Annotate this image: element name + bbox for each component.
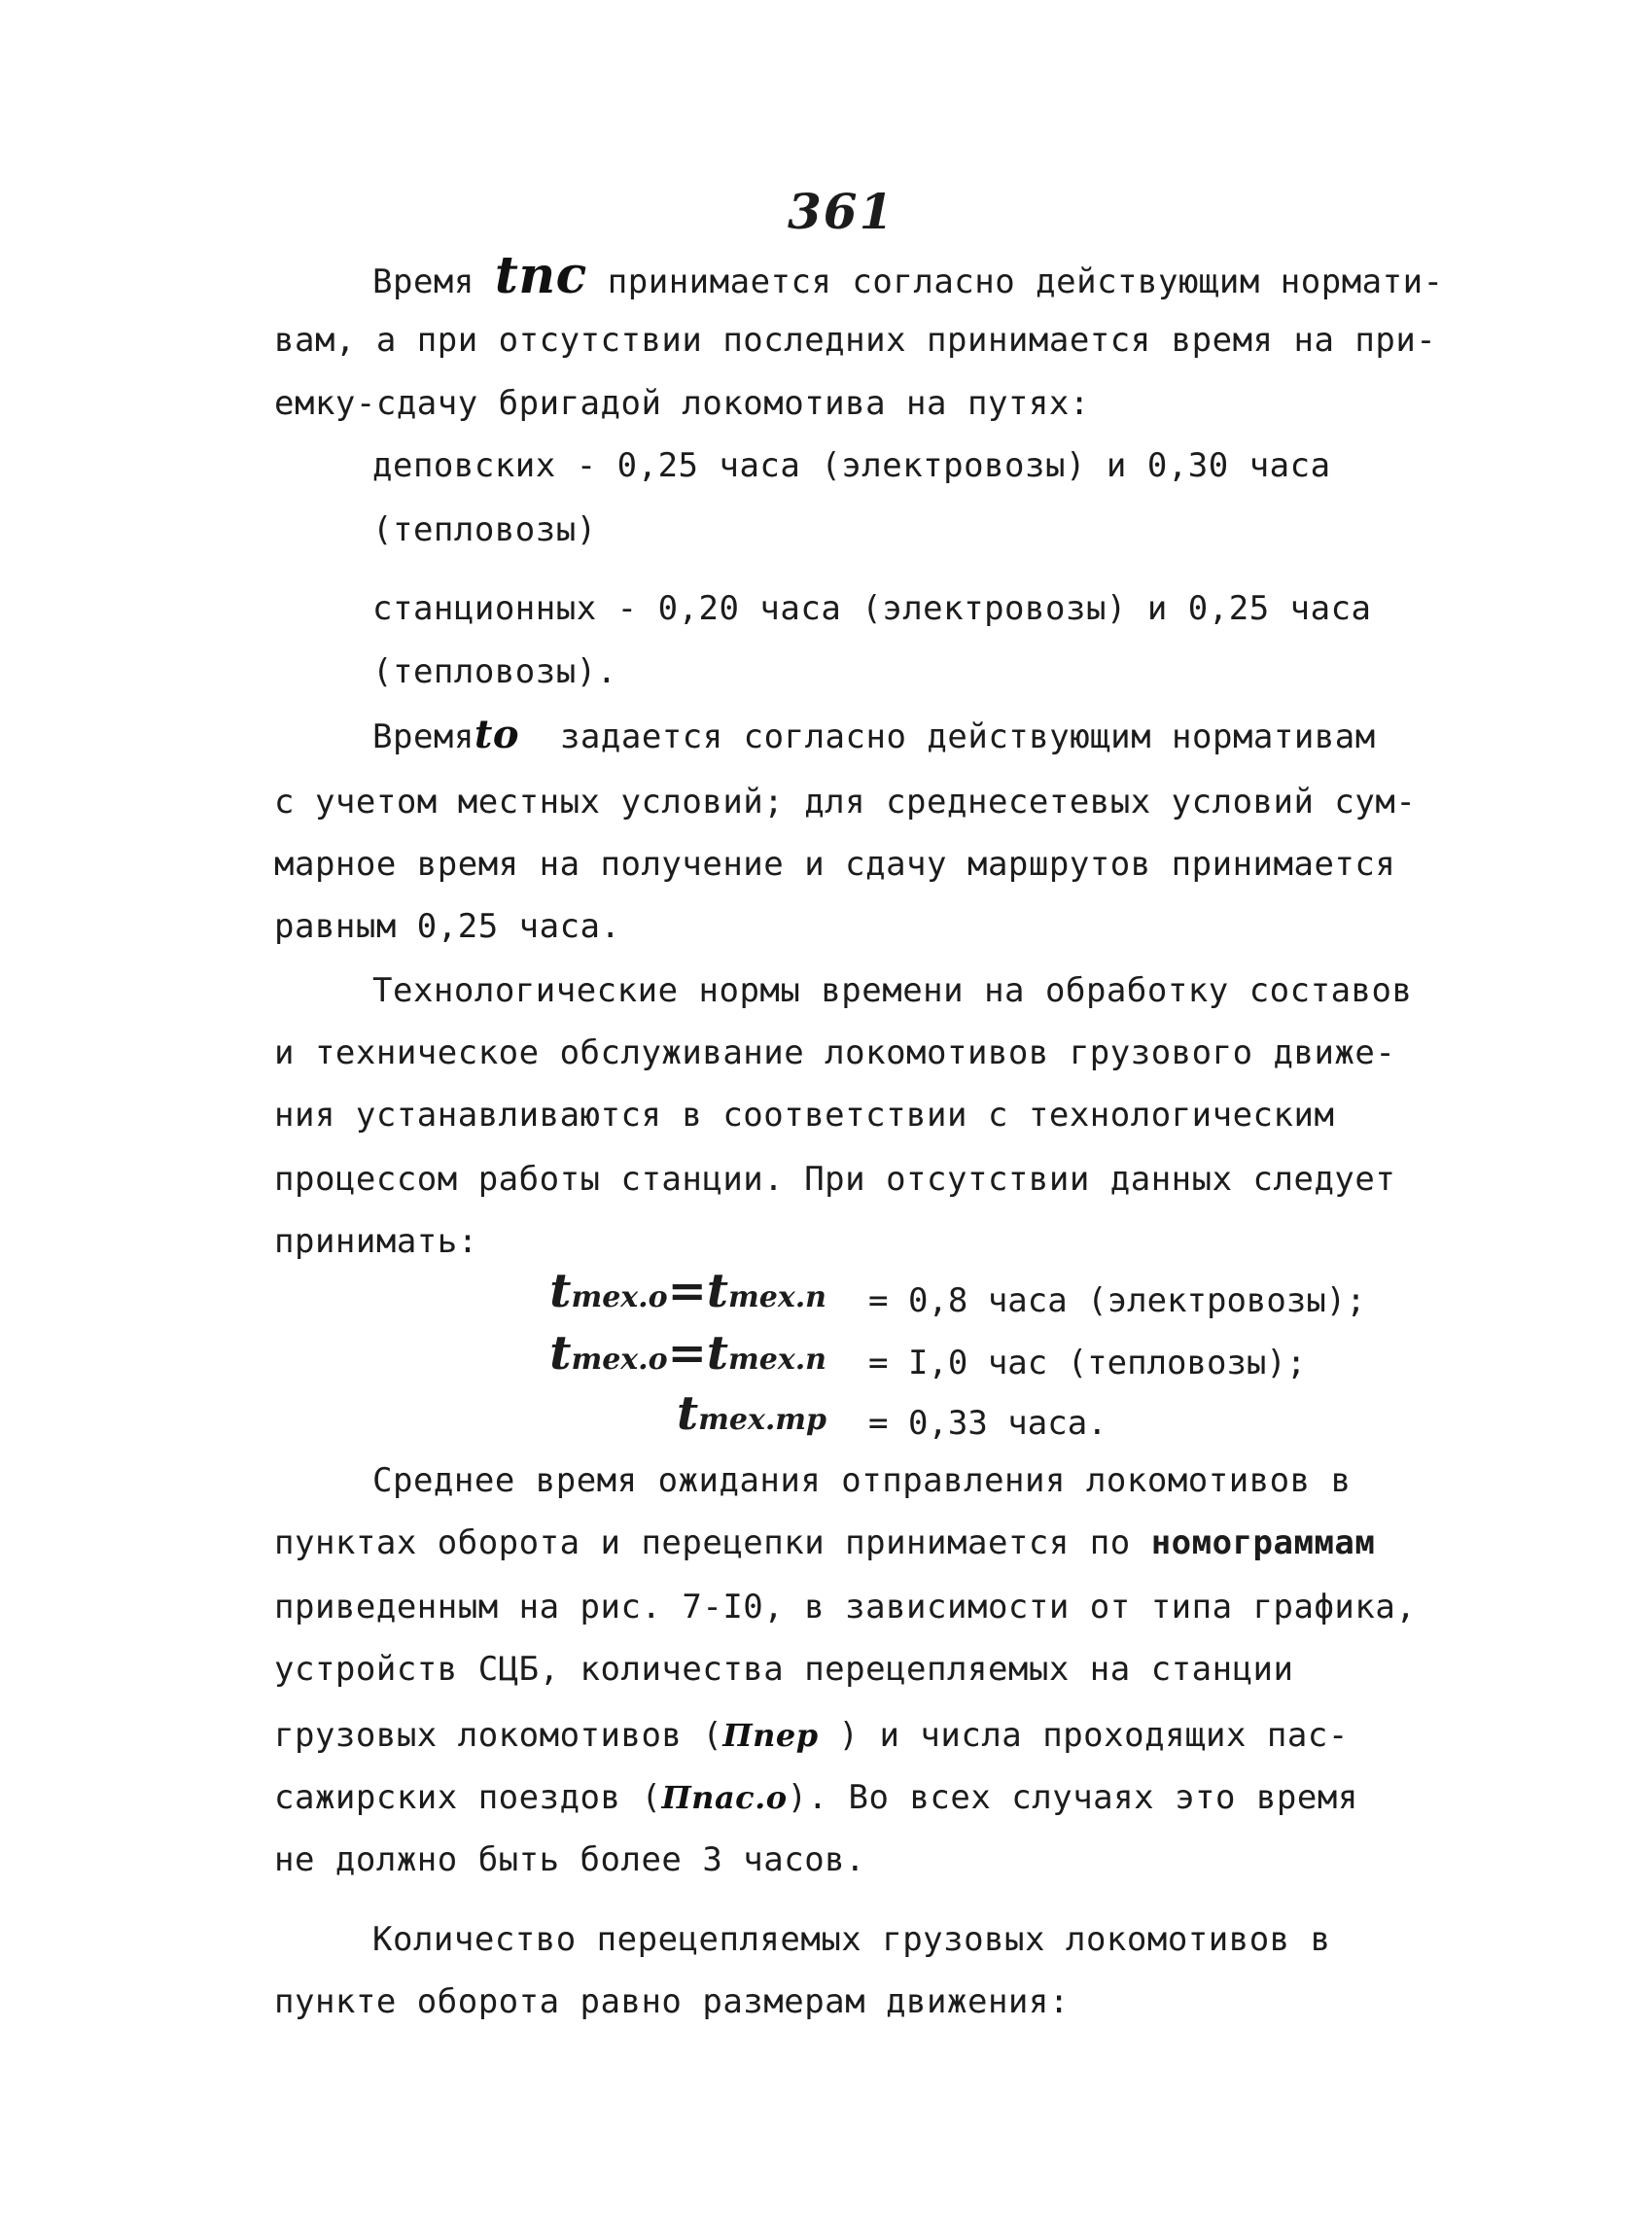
station-line2: (тепловозы). <box>372 652 617 691</box>
para4-line6: сажирских поездов (Ппас.о). Во всех случаях это время <box>274 1778 1358 1817</box>
depot-line1: деповских - 0,25 часа (электровозы) и 0,30 часа <box>372 446 1331 485</box>
page-number: 361 <box>788 183 896 240</box>
station-line1: станционных - 0,20 часа (электровозы) и 0,25 часа <box>372 589 1372 628</box>
para5-line1: Количество перецепляемых грузовых локомотивов в <box>372 1920 1331 1959</box>
para3-line4: процессом работы станции. При отсутствии данных следует <box>274 1160 1396 1199</box>
para5-line2: пункте оборота равно размерам движения: <box>274 1982 1070 2021</box>
var-tpc: tпс <box>494 246 587 305</box>
var-to: to <box>474 712 520 757</box>
depot-line2: (тепловозы) <box>372 510 597 549</box>
para4-line5: грузовых локомотивов (Ппер ) и числа проходящих пас- <box>274 1716 1349 1755</box>
formula-1-rhs: = 0,8 часа (электровозы); <box>868 1281 1366 1320</box>
para4-line7: не должно быть более 3 часов. <box>274 1840 866 1879</box>
nomograms-word: номограммам <box>1150 1523 1376 1562</box>
para3-line3: ния устанавливаются в соответствии с технологическим <box>274 1096 1335 1135</box>
para1-line1-pre: Время <box>372 262 495 301</box>
formula-2-rhs: = I,0 час (тепловозы); <box>868 1344 1307 1382</box>
para4-line4: устройств СЦБ, количества перецепляемых на станции <box>274 1650 1294 1689</box>
formula-2-lhs: tтех.о=tтех.п <box>549 1326 826 1381</box>
formula-3-rhs: = 0,33 часа. <box>868 1404 1107 1443</box>
para3-line2: и техническое обслуживание локомотивов грузового движе- <box>274 1033 1396 1072</box>
para2-line4: равным 0,25 часа. <box>274 907 621 946</box>
var-nper: Ппер <box>722 1717 819 1754</box>
para3-line1: Технологические нормы времени на обработку составов <box>372 971 1413 1010</box>
para3-line5: принимать: <box>274 1222 478 1261</box>
para2-line3: марное время на получение и сдачу маршрутов принимается <box>274 845 1396 884</box>
para2-line1-pre: Время <box>372 717 475 756</box>
para4-line3: приведенным на рис. 7-I0, в зависимости от типа графика, <box>274 1588 1417 1626</box>
para4-line2-pre: пунктах оборота и перецепки принимается по <box>274 1523 1151 1562</box>
para1-line3: емку-сдачу бригадой локомотива на путях: <box>274 384 1090 423</box>
para2-line2: с учетом местных условий; для среднесетевых условий сум- <box>274 783 1417 822</box>
formula-3-lhs: tтех.тр <box>676 1386 826 1441</box>
para1-line1-post: принимается согласно действующим нормати- <box>586 262 1444 301</box>
var-npaso: Ппас.о <box>661 1779 788 1816</box>
para1-line1 <box>372 246 1444 305</box>
formula-1-lhs: tтех.о=tтех.п <box>549 1264 826 1318</box>
para4-line2 <box>274 1523 1376 1562</box>
para2-line1 <box>372 712 1376 757</box>
para4-line1: Среднее время ожидания отправления локомотивов в <box>372 1461 1352 1500</box>
para2-line1-post: задается согласно действующим нормативам <box>519 717 1376 756</box>
para1-line2: вам, а при отсутствии последних принимается время на при- <box>274 321 1437 360</box>
